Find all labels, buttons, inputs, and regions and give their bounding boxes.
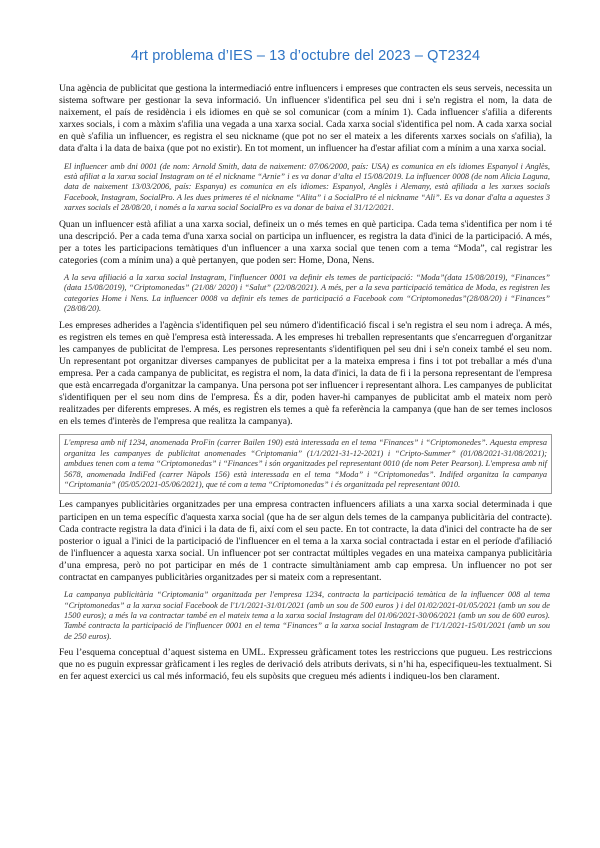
page-title: 4rt problema d’IES – 13 d’octubre del 2023 – QT2324 [130, 48, 481, 64]
companies-paragraph: Les empreses adherides a l'agència s'identifiquen pel seu número d'identificació fiscal i se'n registra el seu nom i adreça. A més, es registren els temes en què l'empresa està interessada. A les empreses hi treballen representants que s'encarreguen d'organitzar les campanyes de publicitat de l'empresa. Les persones representants s'identifiquen pel seu dni i se'n coneix també el seu nom. Un representant pot organitzar diverses campanyes de publicitat per a la mateixa empresa i fins i tot pot treballar a més d'una empresa. Per a cada campanya de publicitat, es registra el nom, la data d'inici, la data de fi i la persona representant de l'empresa que està encarregada d'organitzar la campanya. Una persona pot ser influencer i representant alhora. Les campanyes de publicitat s'identifiquen per el seu nom dins de l'empresa. És a dir, poden haver-hi campanyes de publicitat amb el mateix nom però realitzades per diferents empreses. A més, es registren els temes a què fa referència la campanya (que han de ser temes inclosos en els temes d'interès de l'empresa que realitza la campanya). [59, 319, 552, 428]
instructions-paragraph: Feu l’esquema conceptual d’aquest sistema en UML. Expresseu gràficament totes les restriccions que pugueu. Les restriccions que no es puguin expressar gràficament i les regles de derivació dels atributs derivats, si n’hi ha, especifiqueu-les textualment. Si en fer aquest exercici us cal més informació, feu els supòsits que cregueu més adients i indiqueu-los ben clarament. [59, 647, 552, 683]
example-companies: L'empresa amb nif 1234, anomenada ProFin (carrer Bailen 190) està interessada en el tema “Finances” i “Criptomonedes”. Aquesta empresa organitza les campanyes de publicitat anomenades “Criptomania” (1/1/2021-31-12-2021) i “Cripto-Summer” (01/08/2021-31/08/2021); ambdues tenen com a tema “Criptomonedas” i “Finances” i són organitzades pel representant 0010 (de nom Peter Pearson). L'empresa amb nif 5678, anomenada IndiFed (carrer Nàpols 156) està interessada en el tema “Moda” i “Criptomonedas”. Indifed organitza la campanya “Criptomania” (05/05/2021-05/06/2021), que té com a tema “Criptomonedas” i és organitzada pel representant 0010. [59, 434, 552, 494]
example-themes: A la seva afiliació a la xarxa social Instagram, l'influencer 0001 va definir els temes de participació: “Moda”(data 15/08/2019), “Finances” (data 15/08/2019), “Criptomonedas” (21/08/ 2020) i “Salut” (22/08/2021). A més, per a la seva participació temàtica de Moda, es registren les categories Home i Nens. La influencer 0008 va definir els temes de participació a Facebook com “Criptomonedas”(28/08/20) i “Finances” (28/08/20). [64, 272, 550, 314]
contracts-paragraph: Les campanyes publicitàries organitzades per una empresa contracten influencers afiliats a una xarxa social determinada i que participen en un tema específic d'aquesta xarxa social (que ha de ser algun dels temes de la campanya publicitària del contracte). Cada contracte registra la data d'inici i la data de fi, així com el seu pacte. En tot contracte, la data d'inici del contracte ha de ser posterior o igual a l'inici de la participació de l'influencer en el tema a la xarxa social contractada i estar en el període d'afiliació de l'influencer a aquesta xarxa social. Un influencer pot ser contractat múltiples vegades en una mateixa campanya publicitària d’una empresa, però no pot participar en més de 1 contracte simultàniament amb cap empresa. Un influencer no pot ser contractat en campanyes publicitàries organitzades per si mateix com a representant. [59, 499, 552, 584]
example-contracts: La campanya publicitària “Criptomania” organitzada per l'empresa 1234, contracta la participació temàtica de la influencer 008 al tema “Criptomonedas” a la xarxa social Facebook de l'1/1/2021-31/01/2021 (amb un sou de 500 euros ) i del 01/02/2021-01/05/2021 (amb un sou de 1500 euros); a més la va contractar també en el mateix tema a la xarxa social Instagram del 01/06/2021-30/06/2021 (amb un sou de 600 euros). També contracta la participació de l'influencer 0001 en el tema “Finances” a la xarxa social Instagram de l'1/1/2021-15/01/2021 (amb un sou de 250 euros). [64, 590, 550, 641]
themes-paragraph: Quan un influencer està afiliat a una xarxa social, defineix un o més temes en què participa. Cada tema s'identifica per nom i té una descripció. Per a cada tema d'una xarxa social on participa un influencer, es registra la data d'inici de la participació. A més, per a totes les participacions temàtiques d'un influencer a una xarxa social que tenen com a tema “Moda”, cal registrar les categories (com a mínim una) a què pertanyen, que poden ser: Home, Dona, Nens. [59, 218, 552, 266]
example-influencers: El influencer amb dni 0001 (de nom: Arnold Smith, data de naixement: 07/06/2000, país: USA) es comunica en els idiomes Espanyol i Anglès, està afiliat a la xarxa social Instagram on té el nickname “Arnie” i es va donar d’alta el 15/08/2019. La influencer 0008 (de nom Alicia Laguna, data de naixement 13/03/2006, país: Espanya) es comunica en els idiomes: Espanyol, Anglès i Alemany, està afiliada a les xarxes socials Facebook, Instagram, SocialPro. A les dues primeres té el nickname “Alita” i a SocialPro té el nickname “Ali”. Es va donar d'alta a aquestes 3 xarxes socials el 28/08/20, i només a la xarxa social SocialPro es va donar de baixa el 31/12/2021. [64, 161, 550, 213]
intro-paragraph: Una agència de publicitat que gestiona la intermediació entre influencers i empreses que contracten els seus serveis, necessita un sistema software per gestionar la seva informació. Un influencer s'identifica pel seu dni i se'n registra el nom, la data de naixement, el país de residència i els idiomes en què se sol comunicar (com a mínim 1). Cada influencer s'afilia a diferents xarxes socials, i com a màxim s'afilia una vegada a una xarxa social. Cada xarxa social s'identifica pel nom. A cada xarxa social en què s'afilia un influencer, es registra el seu nickname (que pot no ser el mateix a les diferents xarxes socials on s'afilia), la data d'alta i la data de baixa (que pot no existir). En tot moment, un influencer ha d'estar afiliat com a mínim a una xarxa social. [59, 83, 552, 155]
